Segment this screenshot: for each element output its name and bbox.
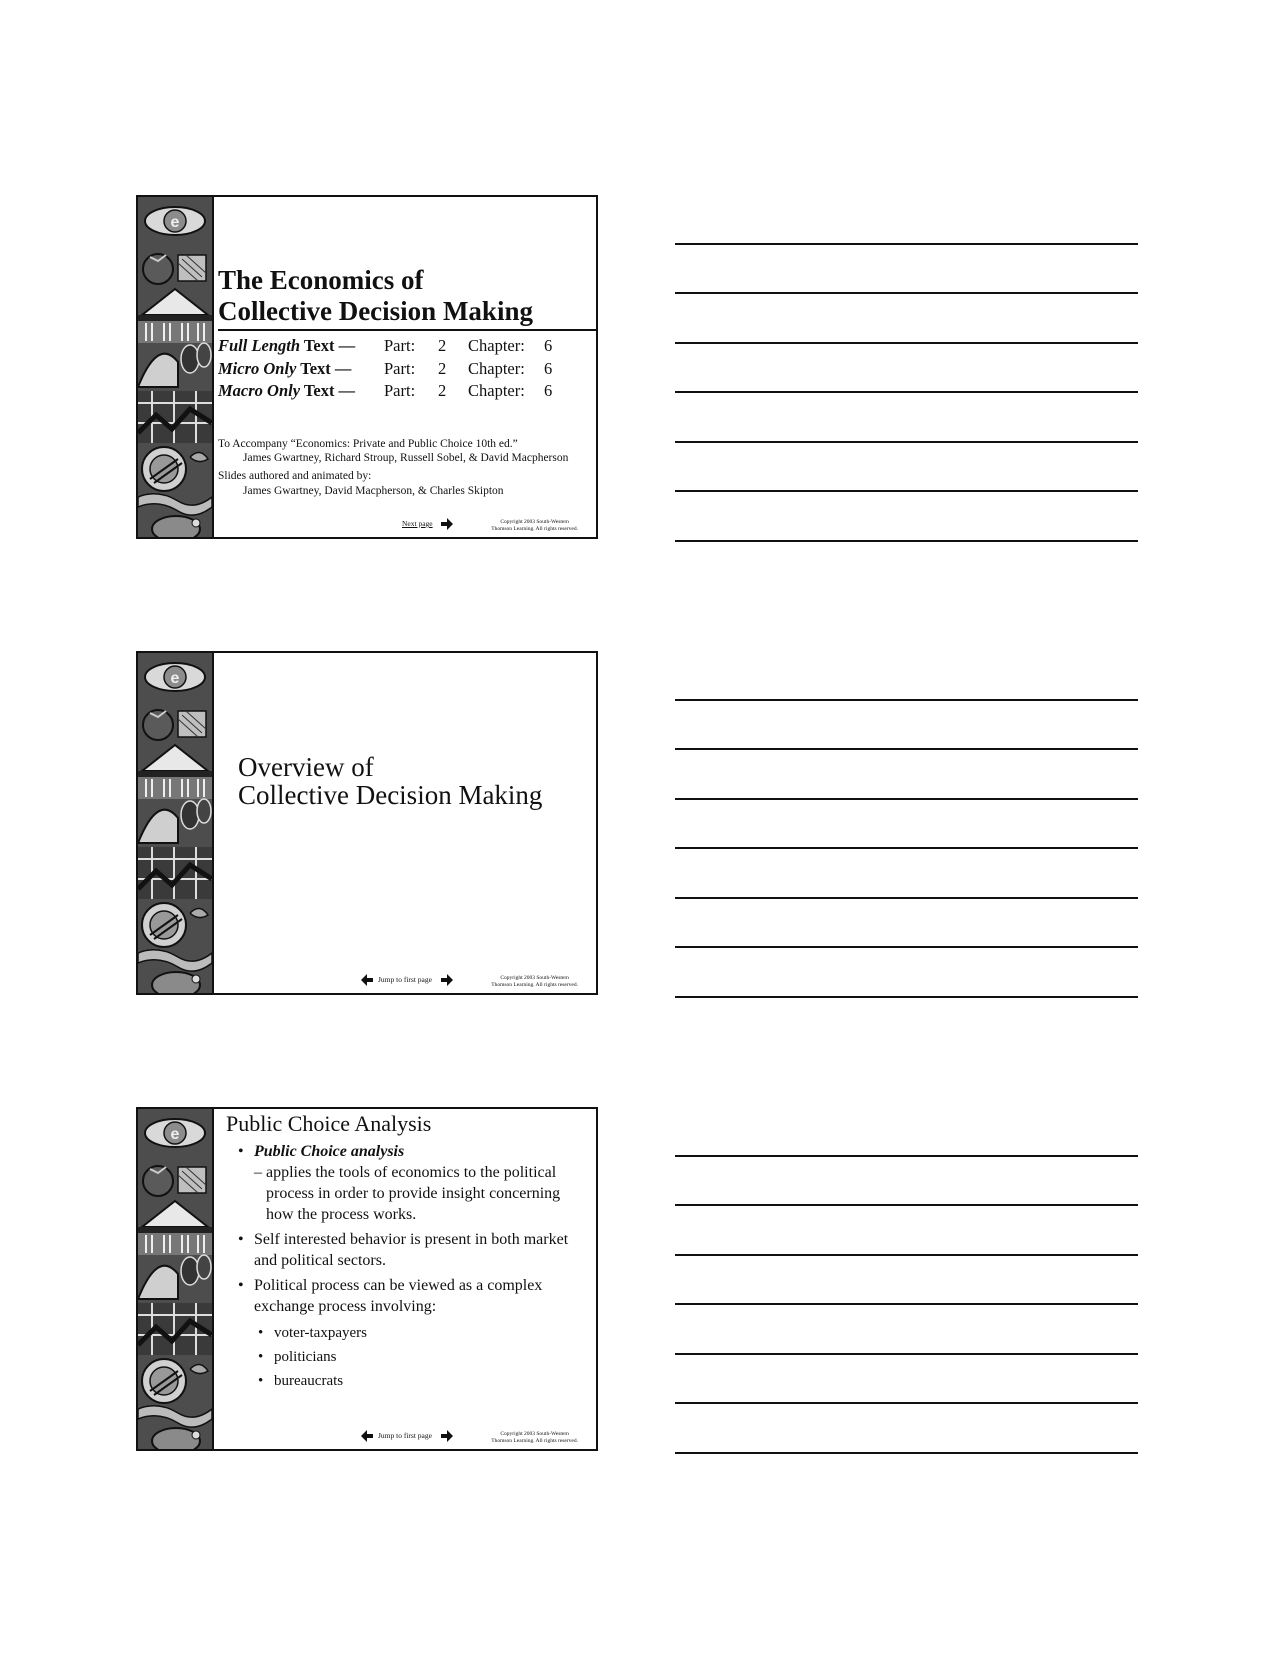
chapter-number: 6 xyxy=(544,381,553,400)
chapter-label: Chapter: xyxy=(468,381,525,400)
part-number: 2 xyxy=(438,358,447,378)
part-label: Part: xyxy=(384,336,416,355)
note-line xyxy=(675,342,1138,344)
book-authors: James Gwartney, Richard Stroup, Russell Sobel, & David Macpherson xyxy=(243,452,569,464)
title-line-2: Collective Decision Making xyxy=(218,296,533,326)
arrow-right-icon[interactable] xyxy=(440,517,454,531)
sub-point: – applies the tools of economics to the political process in order to provide insight concerning how the process works. xyxy=(254,1164,561,1223)
slide-1-content xyxy=(214,197,596,537)
title-line-1: The Economics of xyxy=(218,265,424,295)
slide-footer xyxy=(214,515,596,533)
part-label: Part: xyxy=(384,381,416,400)
title-line-1: Overview of xyxy=(238,752,374,782)
slide-footer xyxy=(214,1427,596,1445)
note-line xyxy=(675,292,1138,294)
arrow-left-icon[interactable] xyxy=(360,1429,374,1443)
note-line xyxy=(675,897,1138,899)
title-line-2: Collective Decision Making xyxy=(238,780,543,810)
note-line xyxy=(675,391,1138,393)
copyright: Copyright 2003 South-Western Thomson Learning. All rights reserved. xyxy=(491,519,578,532)
slide-title: Public Choice Analysis xyxy=(226,1111,432,1136)
slide-title xyxy=(238,753,542,809)
slide-title xyxy=(218,265,596,331)
sub-bullet-item: • bureaucrats xyxy=(234,1369,580,1393)
note-line xyxy=(675,847,1138,849)
edition-row xyxy=(218,335,553,358)
part-label: Part: xyxy=(384,358,416,378)
note-line xyxy=(675,1452,1138,1454)
edition-row xyxy=(218,358,553,381)
edition-label: Macro Only Text — xyxy=(218,381,356,400)
note-line xyxy=(675,946,1138,948)
edition-row xyxy=(218,380,553,403)
edition-label: Full Length Text — xyxy=(218,336,356,355)
note-line xyxy=(675,1204,1138,1206)
bullet-item: • Public Choice analysis – applies the tools of economics to the political process in order to provide insight concerning how the process works. xyxy=(234,1141,580,1225)
slide-authors: James Gwartney, David Macpherson, & Charles Skipton xyxy=(243,485,504,497)
chapter-label: Chapter: xyxy=(468,336,525,355)
bullet-item: • Self interested behavior is present in both market and political sectors. xyxy=(234,1229,580,1271)
note-line xyxy=(675,540,1138,542)
note-line xyxy=(675,243,1138,245)
arrow-right-icon[interactable] xyxy=(440,1429,454,1443)
bullet-item: • Political process can be viewed as a complex exchange process involving: xyxy=(234,1275,580,1317)
decorative-strip-image xyxy=(138,197,214,537)
slide-body xyxy=(234,1141,580,1393)
jump-to-first-page-link[interactable]: Jump to first page xyxy=(378,1431,432,1440)
note-line xyxy=(675,699,1138,701)
chapter-number: 6 xyxy=(544,358,553,378)
note-line xyxy=(675,490,1138,492)
slide-3 xyxy=(136,1107,598,1451)
sub-bullet-item: • voter-taxpayers xyxy=(234,1321,580,1345)
decorative-strip-image xyxy=(138,653,214,993)
note-line xyxy=(675,1402,1138,1404)
edition-label: Micro Only Text — xyxy=(218,358,352,378)
arrow-left-icon[interactable] xyxy=(360,973,374,987)
note-line xyxy=(675,441,1138,443)
slide-2 xyxy=(136,651,598,995)
part-number: 2 xyxy=(438,381,447,400)
chapter-number: 6 xyxy=(544,336,553,355)
chapter-label: Chapter: xyxy=(468,358,525,378)
note-line xyxy=(675,748,1138,750)
sub-bullet-item: • politicians xyxy=(234,1345,580,1369)
slide-1 xyxy=(136,195,598,539)
note-line xyxy=(675,1303,1138,1305)
decorative-strip-image xyxy=(138,1109,214,1449)
note-line xyxy=(675,996,1138,998)
next-page-link[interactable]: Next page xyxy=(402,519,433,528)
note-line xyxy=(675,1254,1138,1256)
note-line xyxy=(675,1353,1138,1355)
copyright: Copyright 2003 South-Western Thomson Learning. All rights reserved. xyxy=(491,975,578,988)
accompany-text: To Accompany “Economics: Private and Public Choice 10th ed.” xyxy=(218,438,518,450)
note-line xyxy=(675,798,1138,800)
text-edition-table xyxy=(218,335,553,403)
slide-2-content xyxy=(214,653,596,993)
note-line xyxy=(675,1155,1138,1157)
slide-3-content xyxy=(214,1109,596,1449)
slide-footer xyxy=(214,971,596,989)
copyright: Copyright 2003 South-Western Thomson Learning. All rights reserved. xyxy=(491,1431,578,1444)
arrow-right-icon[interactable] xyxy=(440,973,454,987)
jump-to-first-page-link[interactable]: Jump to first page xyxy=(378,975,432,984)
slides-by-label: Slides authored and animated by: xyxy=(218,470,372,482)
part-number: 2 xyxy=(438,336,447,355)
